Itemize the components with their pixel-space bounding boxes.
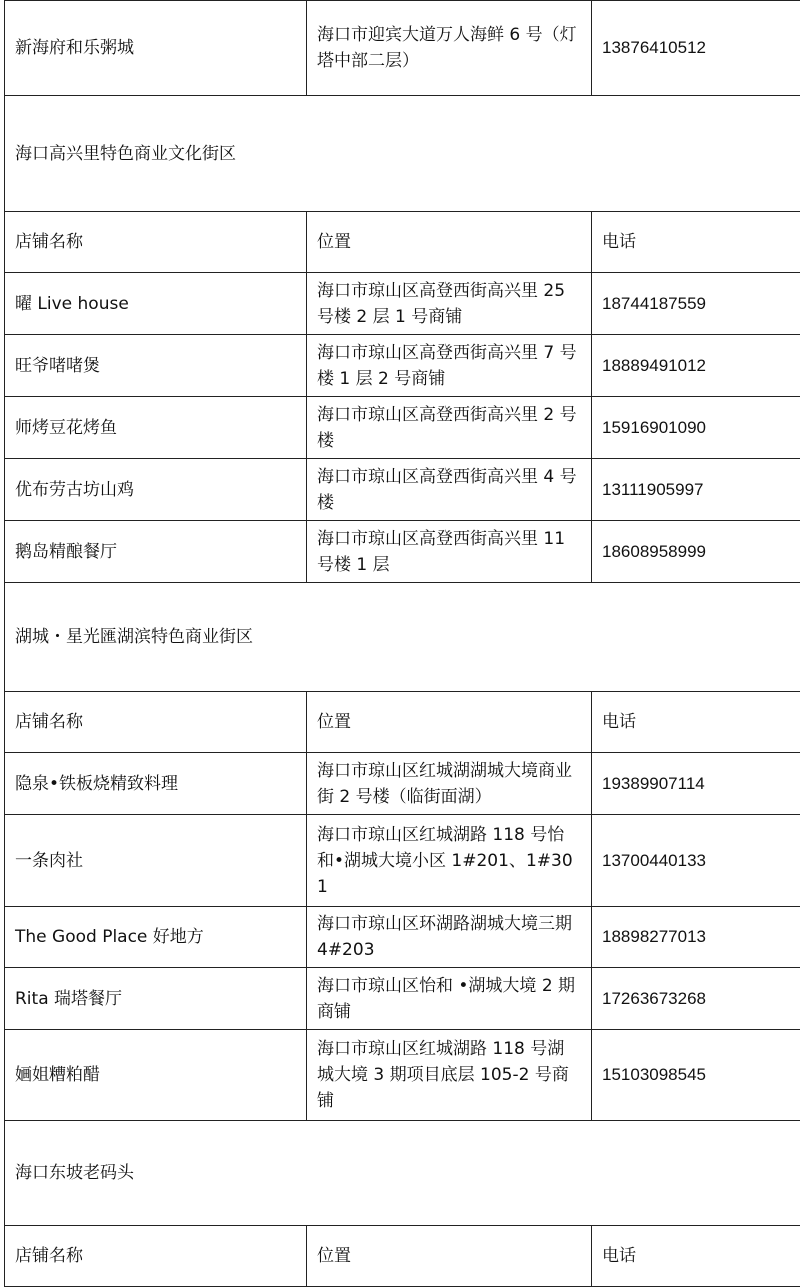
shop-phone: 13111905997 bbox=[592, 459, 800, 521]
shop-location: 海口市琼山区高登西街高兴里 4 号楼 bbox=[307, 459, 592, 521]
shop-location: 海口市迎宾大道万人海鲜 6 号（灯塔中部二层） bbox=[307, 1, 592, 96]
shop-location: 海口市琼山区红城湖路 118 号怡和•湖城大境小区 1#201、1#301 bbox=[307, 815, 592, 907]
shop-location: 海口市琼山区高登西街高兴里 25 号楼 2 层 1 号商铺 bbox=[307, 273, 592, 335]
shop-phone: 17263673268 bbox=[592, 968, 800, 1030]
shop-phone: 18744187559 bbox=[592, 273, 800, 335]
shop-phone: 18898277013 bbox=[592, 907, 800, 968]
shop-phone: 13700440133 bbox=[592, 815, 800, 907]
section-title-row bbox=[5, 96, 800, 212]
header-name: 店铺名称 bbox=[5, 692, 307, 753]
shop-name: 新海府和乐粥城 bbox=[5, 1, 307, 96]
section-title-row bbox=[5, 1121, 800, 1226]
shop-name: 婳姐糟粕醋 bbox=[5, 1030, 307, 1121]
shop-phone: 13876410512 bbox=[592, 1, 800, 96]
table-row bbox=[5, 335, 800, 397]
shop-location: 海口市琼山区高登西街高兴里 2 号楼 bbox=[307, 397, 592, 459]
shop-location: 海口市琼山区红城湖湖城大境商业街 2 号楼（临街面湖） bbox=[307, 753, 592, 815]
table-row bbox=[5, 397, 800, 459]
table-row bbox=[5, 907, 800, 968]
header-row bbox=[5, 692, 800, 753]
header-location: 位置 bbox=[307, 1226, 592, 1287]
table-row bbox=[5, 521, 800, 583]
header-row bbox=[5, 1226, 800, 1287]
table-row bbox=[5, 1030, 800, 1121]
header-location: 位置 bbox=[307, 692, 592, 753]
shop-name: 师烤豆花烤鱼 bbox=[5, 397, 307, 459]
shop-phone: 15103098545 bbox=[592, 1030, 800, 1121]
section-title-row bbox=[5, 583, 800, 692]
shop-location: 海口市琼山区环湖路湖城大境三期 4#203 bbox=[307, 907, 592, 968]
shop-phone: 19389907114 bbox=[592, 753, 800, 815]
table-row bbox=[5, 815, 800, 907]
shop-name: 一条肉社 bbox=[5, 815, 307, 907]
header-name: 店铺名称 bbox=[5, 1226, 307, 1287]
table-row bbox=[5, 1, 800, 96]
table-row bbox=[5, 753, 800, 815]
shop-name: 旺爷啫啫煲 bbox=[5, 335, 307, 397]
section-title: 海口高兴里特色商业文化街区 bbox=[5, 96, 800, 212]
shop-location: 海口市琼山区红城湖路 118 号湖城大境 3 期项目底层 105-2 号商铺 bbox=[307, 1030, 592, 1121]
table-row bbox=[5, 273, 800, 335]
section-title: 海口东坡老码头 bbox=[5, 1121, 800, 1226]
shop-phone: 18608958999 bbox=[592, 521, 800, 583]
shop-table bbox=[4, 0, 800, 1287]
shop-phone: 15916901090 bbox=[592, 397, 800, 459]
header-phone: 电话 bbox=[592, 1226, 800, 1287]
shop-name: 隐泉•铁板烧精致料理 bbox=[5, 753, 307, 815]
section-title: 湖城・星光匯湖滨特色商业街区 bbox=[5, 583, 800, 692]
shop-name: 优布劳古坊山鸡 bbox=[5, 459, 307, 521]
shop-name: Rita 瑞塔餐厅 bbox=[5, 968, 307, 1030]
shop-name: The Good Place 好地方 bbox=[5, 907, 307, 968]
shop-location: 海口市琼山区高登西街高兴里 7 号楼 1 层 2 号商铺 bbox=[307, 335, 592, 397]
header-row bbox=[5, 212, 800, 273]
header-phone: 电话 bbox=[592, 692, 800, 753]
header-name: 店铺名称 bbox=[5, 212, 307, 273]
shop-location: 海口市琼山区高登西街高兴里 11 号楼 1 层 bbox=[307, 521, 592, 583]
header-phone: 电话 bbox=[592, 212, 800, 273]
table-row bbox=[5, 459, 800, 521]
shop-phone: 18889491012 bbox=[592, 335, 800, 397]
shop-name: 曜 Live house bbox=[5, 273, 307, 335]
shop-location: 海口市琼山区怡和 •湖城大境 2 期商铺 bbox=[307, 968, 592, 1030]
header-location: 位置 bbox=[307, 212, 592, 273]
shop-name: 鹅岛精酿餐厅 bbox=[5, 521, 307, 583]
table-row bbox=[5, 968, 800, 1030]
